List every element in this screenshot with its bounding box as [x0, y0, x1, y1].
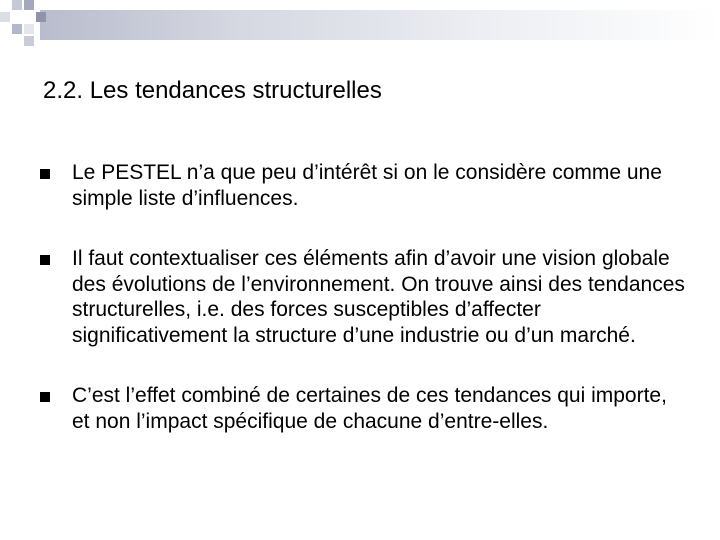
decor-square	[12, 0, 22, 10]
bullet-text: Le PESTEL n’a que peu d’intérêt si on le considère comme une simple liste d’influences.	[72, 161, 662, 210]
decor-square	[0, 12, 10, 22]
square-bullet-icon	[40, 169, 50, 179]
bullet-text: C’est l’effet combiné de certaines de ces tendances qui importe, et non l’impact spécifique de chacune d’entre-elles.	[72, 384, 667, 433]
bullet-item	[40, 160, 690, 211]
bullet-list	[40, 160, 690, 434]
slide-title: 2.2. Les tendances structurelles	[43, 77, 382, 104]
bullet-item	[40, 383, 690, 434]
corner-squares-decoration	[0, 0, 60, 50]
header-gradient-band	[40, 10, 720, 40]
decor-square	[24, 24, 34, 34]
decor-square	[36, 12, 46, 22]
bullet-text: Il faut contextualiser ces éléments afin d’avoir une vision globale des évolutions de l’environnement. On trouve ainsi des tendances structurelles, i.e. des forces susceptibles d’affecter significativement la structure d’une industrie ou d’un marché.	[72, 247, 685, 347]
decor-square	[12, 24, 22, 34]
decor-square	[24, 0, 34, 10]
square-bullet-icon	[40, 392, 50, 402]
bullet-item	[40, 246, 690, 348]
decor-square	[24, 36, 34, 46]
square-bullet-icon	[40, 255, 50, 265]
